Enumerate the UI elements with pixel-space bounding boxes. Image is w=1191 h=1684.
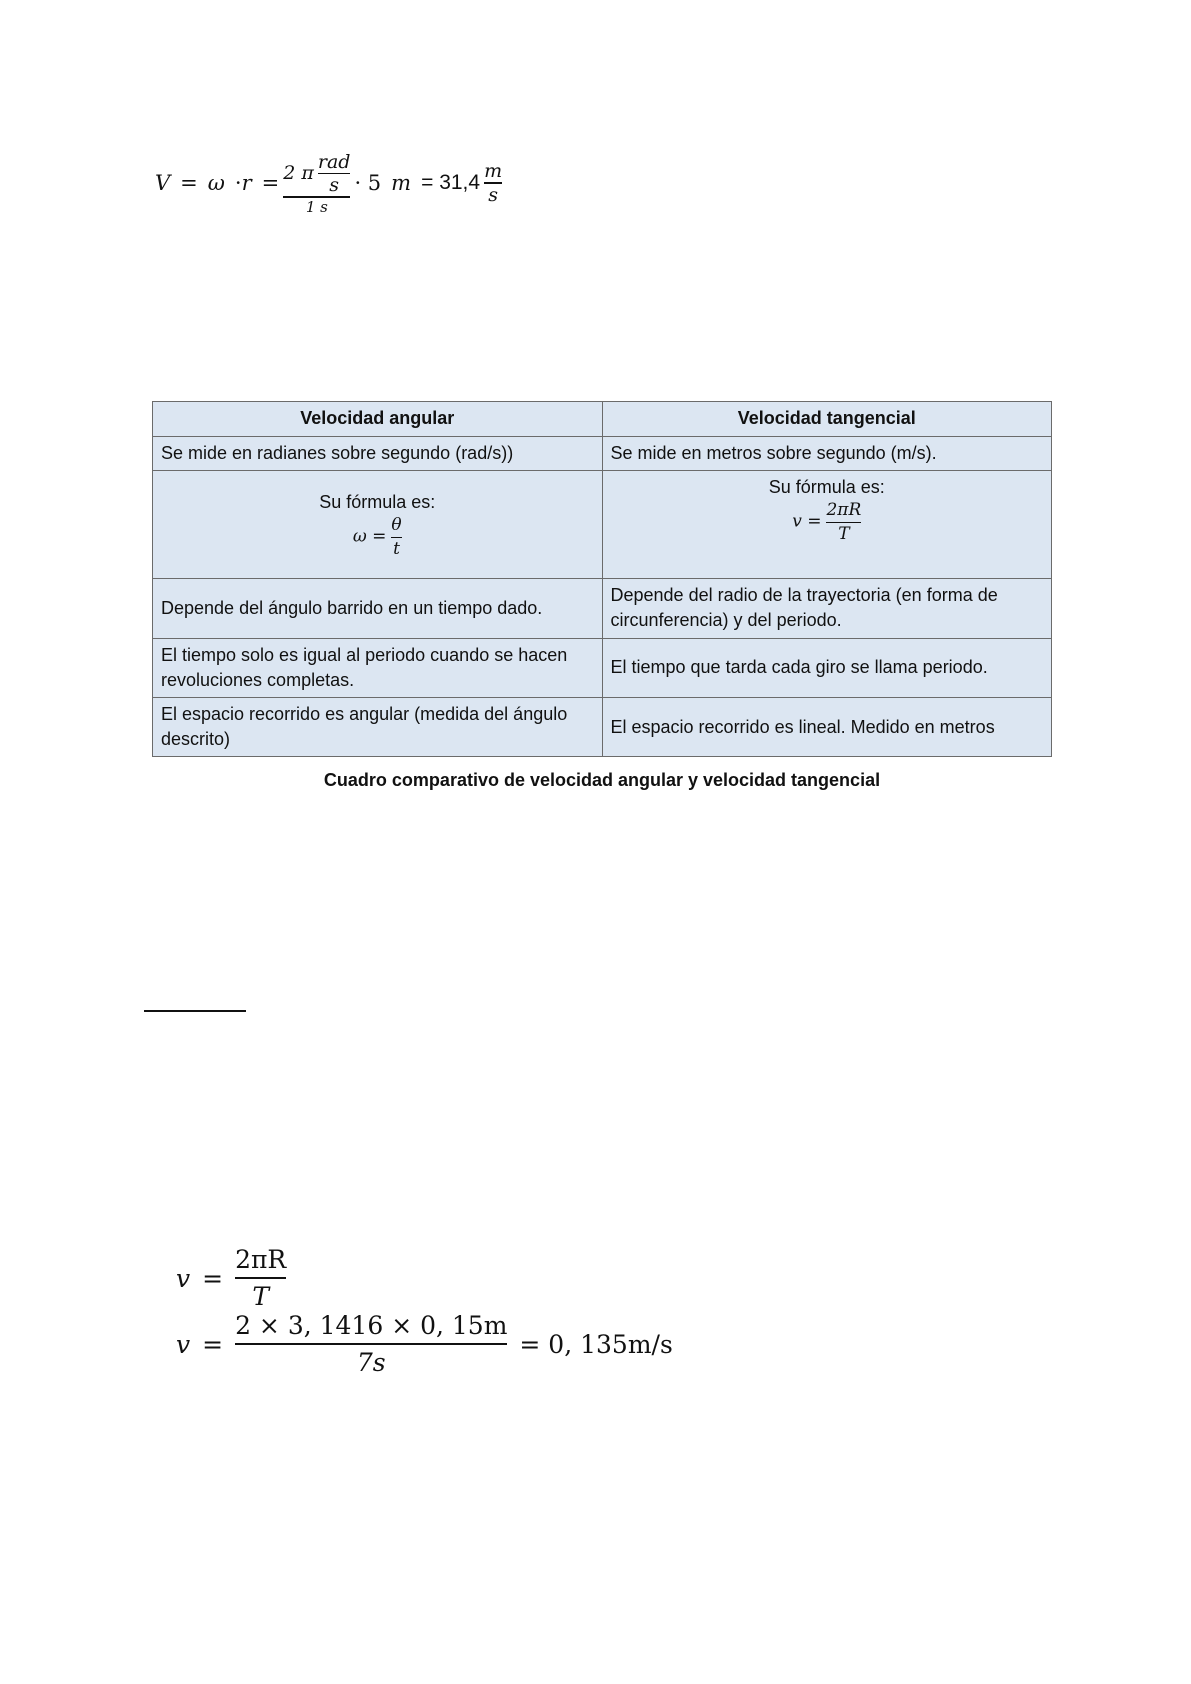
formula-equals-2: = — [261, 171, 280, 195]
comparison-table — [152, 401, 1052, 757]
denominator: 1 s — [305, 197, 328, 216]
table-row — [153, 437, 1052, 471]
formula-label: Su fórmula es: — [768, 477, 885, 498]
tangential-formula-cell — [602, 471, 1052, 579]
table-row — [153, 579, 1052, 638]
table-cell: Depende del radio de la trayectoria (en forma de circunferencia) y del periodo. — [602, 579, 1052, 638]
formula-equals: = — [180, 171, 198, 195]
angular-velocity-fraction — [283, 151, 350, 216]
formula-omega: ω — [207, 171, 225, 195]
line2-equals: = — [202, 1329, 224, 1359]
divider-line — [144, 1010, 246, 1012]
formula-dot: · — [234, 171, 242, 195]
meter-unit: m — [391, 171, 412, 195]
line2-lhs: v — [176, 1329, 191, 1359]
line2-fraction — [235, 1311, 507, 1377]
formula-r: r — [241, 171, 252, 195]
table-cell: Se mide en metros sobre segundo (m/s). — [602, 437, 1052, 471]
velocity-formula — [155, 148, 502, 218]
tangential-velocity-calculation — [176, 1245, 673, 1377]
table-cell: El tiempo solo es igual al periodo cuando se hacen revoluciones completas. — [153, 638, 603, 697]
header-tangential: Velocidad tangencial — [602, 402, 1052, 437]
table-header-row — [153, 402, 1052, 437]
angular-formula-cell — [153, 471, 603, 579]
table-row — [153, 638, 1052, 697]
table-row — [153, 697, 1052, 756]
table-cell: Depende del ángulo barrido en un tiempo dado. — [153, 579, 603, 638]
line2-denominator: 7s — [356, 1347, 386, 1377]
table-caption: Cuadro comparativo de velocidad angular y velocidad tangencial — [323, 770, 881, 790]
table-row — [153, 471, 1052, 579]
line1-denominator: T — [252, 1281, 269, 1311]
table-cell: El espacio recorrido es lineal. Medido en metros — [602, 697, 1052, 756]
theta-over-t — [391, 515, 401, 559]
s-label: s — [329, 174, 340, 196]
line1-fraction — [235, 1245, 286, 1311]
table-cell: El espacio recorrido es angular (medida del ángulo descrito) — [153, 697, 603, 756]
result-unit — [484, 160, 502, 206]
formula-lhs: V — [155, 171, 171, 195]
radius-multiplier: · 5 — [354, 171, 382, 195]
formula-line-2 — [176, 1311, 673, 1377]
two-pi-r-over-t — [826, 500, 861, 544]
omega-equals: ω = — [352, 527, 387, 548]
header-angular: Velocidad angular — [153, 402, 603, 437]
table-cell: El tiempo que tarda cada giro se llama periodo. — [602, 638, 1052, 697]
line1-numerator: 2πR — [235, 1245, 287, 1275]
formula-label: Su fórmula es: — [319, 492, 436, 513]
num-coefficient: 2 π — [283, 162, 314, 185]
theta: θ — [391, 515, 402, 536]
t: t — [393, 538, 400, 559]
table-cell: Se mide en radianes sobre segundo (rad/s)) — [153, 437, 603, 471]
line1-equals: = — [202, 1263, 224, 1293]
line2-numerator: 2 × 3, 1416 × 0, 15m — [235, 1311, 508, 1341]
line2-result: = 0, 135m/s — [519, 1329, 673, 1359]
line1-lhs: v — [176, 1263, 191, 1293]
rad-per-s — [318, 151, 351, 197]
result-unit-bottom: s — [488, 183, 498, 206]
formula-result: = 31,4 — [421, 171, 481, 194]
two-pi-r: 2πR — [826, 500, 862, 521]
rad-label: rad — [317, 150, 351, 173]
period-t: T — [838, 523, 850, 544]
formula-line-1 — [176, 1245, 673, 1311]
v-equals: v = — [792, 512, 822, 533]
result-unit-top: m — [484, 160, 503, 183]
